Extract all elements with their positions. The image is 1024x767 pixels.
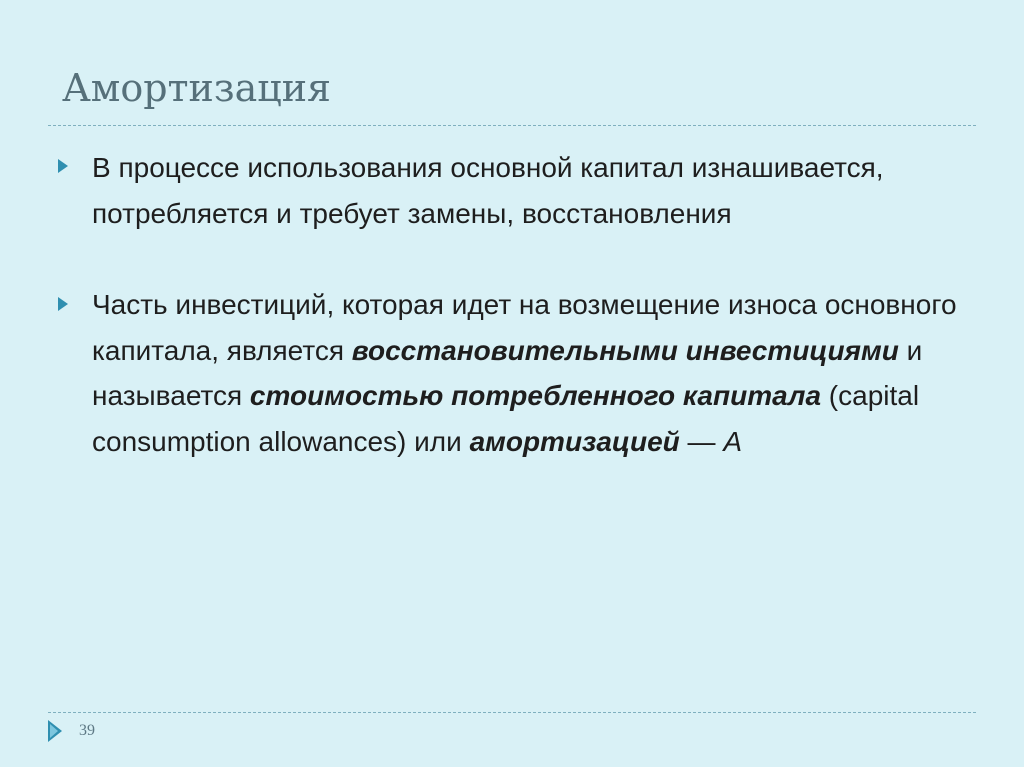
- bullet-triangle-icon: [58, 297, 68, 311]
- bullet-triangle-icon: [58, 159, 68, 173]
- bullet-text-2: [92, 282, 962, 464]
- term-amortization: амортизацией: [469, 425, 680, 457]
- amortization-symbol: A: [723, 425, 743, 457]
- page-number: 39: [79, 722, 95, 739]
- slide-title: Амортизация: [62, 66, 332, 110]
- bullet-text-1: В процессе использования основной капитал изнашивается, потребляется и требует замены, восстановления: [92, 152, 884, 229]
- title-divider: [48, 125, 976, 126]
- footer-divider: [48, 712, 976, 713]
- triangle-right-icon: [48, 720, 62, 742]
- bullet-2-text-part: Часть инвестиций, которая идет на возмещение износа основного капитала, является: [92, 289, 957, 366]
- bullet-2-text-part: (capital consumption allowances) или: [92, 380, 920, 457]
- bullet-2-text-part: и называется: [92, 334, 923, 411]
- term-consumed-capital-cost: стоимостью потребленного капитала: [249, 380, 822, 411]
- bullet-2-text-part: —: [679, 425, 724, 457]
- term-restorative-investments: восстановительными инвестициями: [351, 334, 899, 366]
